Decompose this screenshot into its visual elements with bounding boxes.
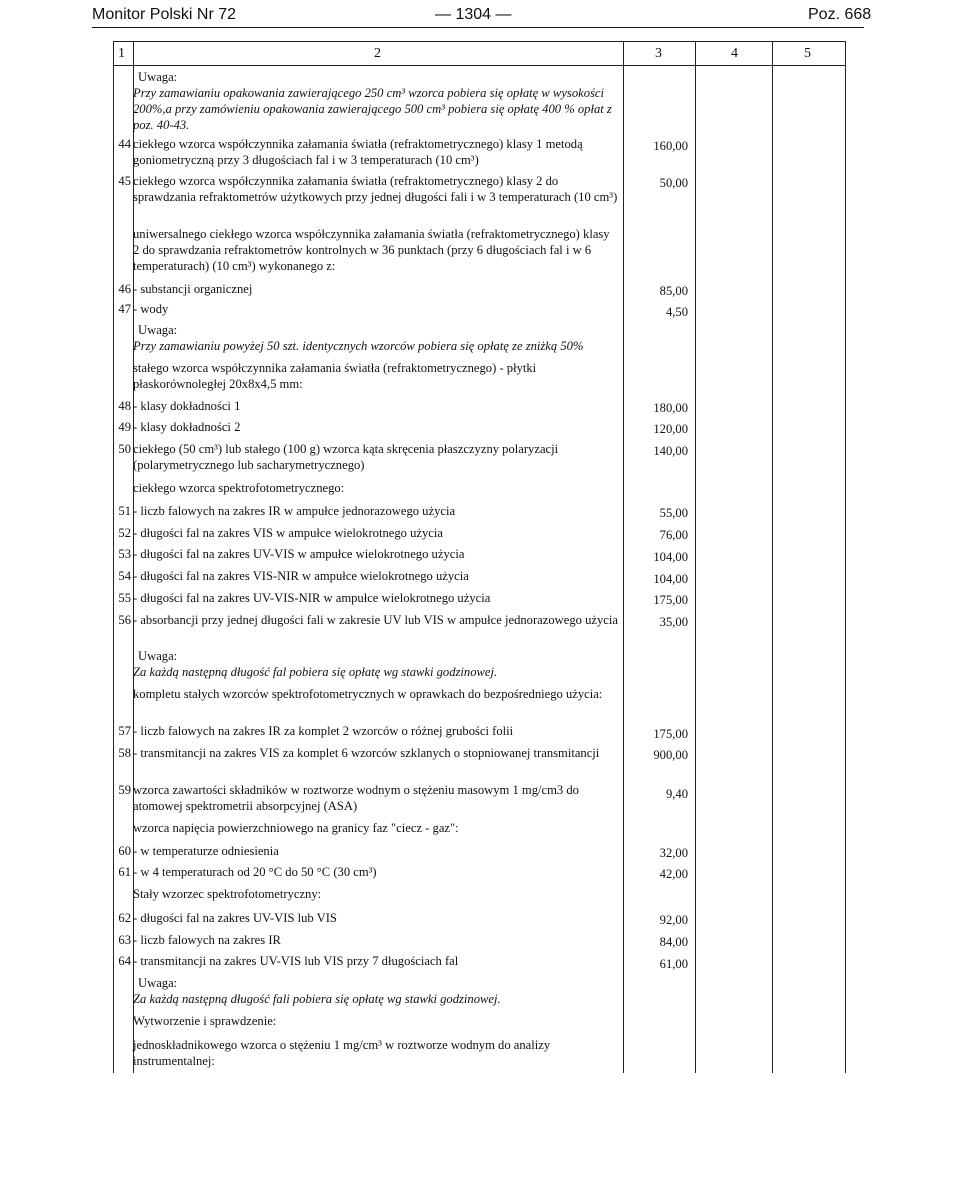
item-description: - w 4 temperaturach od 20 °C do 50 °C (30 cm³) <box>133 865 377 879</box>
page-header <box>0 0 960 30</box>
note-cell <box>133 975 619 1007</box>
fee-value: 50,00 <box>659 176 688 190</box>
col-border-4 <box>772 41 773 1073</box>
fee-value: 35,00 <box>659 615 688 629</box>
journal-title: Monitor Polski Nr 72 <box>92 6 237 23</box>
fee-value: 32,00 <box>659 846 688 860</box>
item-description: - absorbancji przy jednej długości fali w zakresie UV lub VIS w ampułce jednorazowego użycia <box>133 613 618 627</box>
col-header-1: 1 <box>118 46 125 61</box>
row-number: 63 <box>118 933 131 947</box>
item-description: ciekłego (50 cm³) lub stałego (100 g) wzorca kąta skręcenia płaszczyzny polaryzacji (polarymetrycznego lub sacharymetrycznego) <box>133 442 559 472</box>
row-number: 61 <box>118 865 131 879</box>
item-description: - transmitancji na zakres UV-VIS lub VIS przy 7 długościach fal <box>133 954 459 968</box>
fee-value: 120,00 <box>653 422 688 436</box>
row-number: 50 <box>118 442 131 456</box>
item-description: wzorca napięcia powierzchniowego na granicy faz "ciecz - gaz": <box>133 821 459 835</box>
item-description: Stały wzorzec spektrofotometryczny: <box>133 887 322 901</box>
col-border-5 <box>845 41 846 1073</box>
row-number: 52 <box>118 526 131 540</box>
row-number: 56 <box>118 613 131 627</box>
row-number: 48 <box>118 399 131 413</box>
item-description: - liczb falowych na zakres IR <box>133 933 281 947</box>
note-label: Uwaga: <box>138 70 178 84</box>
fee-value: 175,00 <box>653 727 688 741</box>
fee-value: 104,00 <box>653 572 688 586</box>
header-rule <box>92 27 864 28</box>
note-text: Przy zamawianiu powyżej 50 szt. identycznych wzorców pobiera się opłatę ze zniżką 50% <box>133 339 584 353</box>
item-description: - długości fal na zakres VIS-NIR w ampułce wielokrotnego użycia <box>133 569 469 583</box>
row-number: 62 <box>118 911 131 925</box>
item-description: kompletu stałych wzorców spektrofotometrycznych w oprawkach do bezpośredniego użycia: <box>133 687 603 701</box>
item-description: - liczb falowych na zakres IR za komplet 2 wzorców o różnej grubości folii <box>133 724 514 738</box>
fee-value: 9,40 <box>665 787 688 801</box>
fee-value: 160,00 <box>653 139 688 153</box>
row-number: 54 <box>118 569 131 583</box>
item-description: jednoskładnikowego wzorca o stężeniu 1 mg/cm³ w roztworze wodnym do analizy instrumentalnej: <box>133 1038 551 1068</box>
note-text: Za każdą następną długość fali pobiera się opłatę wg stawki godzinowej. <box>133 992 501 1006</box>
fee-value: 42,00 <box>659 867 688 881</box>
item-description: - długości fal na zakres UV-VIS-NIR w ampułce wielokrotnego użycia <box>133 591 491 605</box>
fee-value: 76,00 <box>659 528 688 542</box>
fee-value: 180,00 <box>653 401 688 415</box>
note-label: Uwaga: <box>138 649 178 663</box>
item-description: - długości fal na zakres UV-VIS w ampułce wielokrotnego użycia <box>133 547 465 561</box>
item-description: ciekłego wzorca spektrofotometrycznego: <box>133 481 345 495</box>
note-text: Przy zamawianiu opakowania zawierającego 250 cm³ wzorca pobiera się opłatę w wysokości 200%,a przy zamówieniu opakowania zawierającego 500 cm³ pobiera się opłatę 400 % opłat z poz. 40-43. <box>133 86 612 132</box>
row-number: 64 <box>118 954 131 968</box>
note-label: Uwaga: <box>138 976 178 990</box>
row-number: 55 <box>118 591 131 605</box>
item-description: ciekłego wzorca współczynnika załamania światła (refraktometrycznego) klasy 2 do sprawdzania refraktometrów użytkowych przy jednej długości fali i w 3 temperaturach (10 cm³) <box>133 174 618 204</box>
fee-value: 140,00 <box>653 444 688 458</box>
note-cell <box>133 322 619 354</box>
row-number: 53 <box>118 547 131 561</box>
note-text: Za każdą następną długość fal pobiera się opłatę wg stawki godzinowej. <box>133 665 498 679</box>
col-header-3: 3 <box>655 46 662 61</box>
row-number: 47 <box>118 302 131 316</box>
page-number: — 1304 — <box>435 6 512 23</box>
item-description: - w temperaturze odniesienia <box>133 844 279 858</box>
fee-value: 85,00 <box>659 284 688 298</box>
note-label: Uwaga: <box>138 323 178 337</box>
item-description: - transmitancji na zakres VIS za komplet 6 wzorców szklanych o stopniowanej transmitancji <box>133 746 600 760</box>
item-description: - wody <box>133 302 169 316</box>
note-cell <box>133 69 619 133</box>
col-border-3 <box>695 41 696 1073</box>
table-header-border <box>113 65 846 66</box>
fee-value: 104,00 <box>653 550 688 564</box>
row-number: 60 <box>118 844 131 858</box>
item-description: - klasy dokładności 2 <box>133 420 241 434</box>
note-cell <box>133 648 619 680</box>
fee-value: 55,00 <box>659 506 688 520</box>
item-description: - substancji organicznej <box>133 282 253 296</box>
fee-value: 84,00 <box>659 935 688 949</box>
row-number: 59 <box>118 783 131 797</box>
row-number: 51 <box>118 504 131 518</box>
fee-value: 175,00 <box>653 593 688 607</box>
col-header-5: 5 <box>804 46 811 61</box>
col-header-2: 2 <box>374 46 381 61</box>
item-description: - liczb falowych na zakres IR w ampułce jednorazowego użycia <box>133 504 456 518</box>
row-number: 58 <box>118 746 131 760</box>
item-description: wzorca zawartości składników w roztworze wodnym o stężeniu masowym 1 mg/cm3 do atomowej spektrometrii absorpcyjnej (ASA) <box>133 783 579 813</box>
row-number: 49 <box>118 420 131 434</box>
item-description: - długości fal na zakres VIS w ampułce wielokrotnego użycia <box>133 526 443 540</box>
item-description: uniwersalnego ciekłego wzorca współczynnika załamania światła (refraktometrycznego) klasy 2 do sprawdzania refraktometrów kontrolnych w 36 punktach (przy 6 długościach fal i w 6 temperaturach) (10 cm³) wykonanego z: <box>133 227 610 273</box>
row-number: 44 <box>118 137 131 151</box>
fee-value: 4,50 <box>665 305 688 319</box>
fee-value: 61,00 <box>659 957 688 971</box>
row-number: 57 <box>118 724 131 738</box>
item-description: ciekłego wzorca współczynnika załamania światła (refraktometrycznego) klasy 1 metodą goniometryczną przy 3 długościach fal i w 3 temperaturach (10 cm³) <box>133 137 583 167</box>
item-description: - klasy dokładności 1 <box>133 399 241 413</box>
table-top-border <box>113 41 846 42</box>
row-number: 46 <box>118 282 131 296</box>
row-number: 45 <box>118 174 131 188</box>
item-description: stałego wzorca współczynnika załamania światła (refraktometrycznego) - płytki płaskorównoległej 20x8x4,5 mm: <box>133 361 537 391</box>
position-number: Poz. 668 <box>808 6 872 23</box>
col-header-4: 4 <box>731 46 738 61</box>
item-description: Wytworzenie i sprawdzenie: <box>133 1014 277 1028</box>
fee-value: 92,00 <box>659 913 688 927</box>
fee-value: 900,00 <box>653 748 688 762</box>
item-description: - długości fal na zakres UV-VIS lub VIS <box>133 911 337 925</box>
